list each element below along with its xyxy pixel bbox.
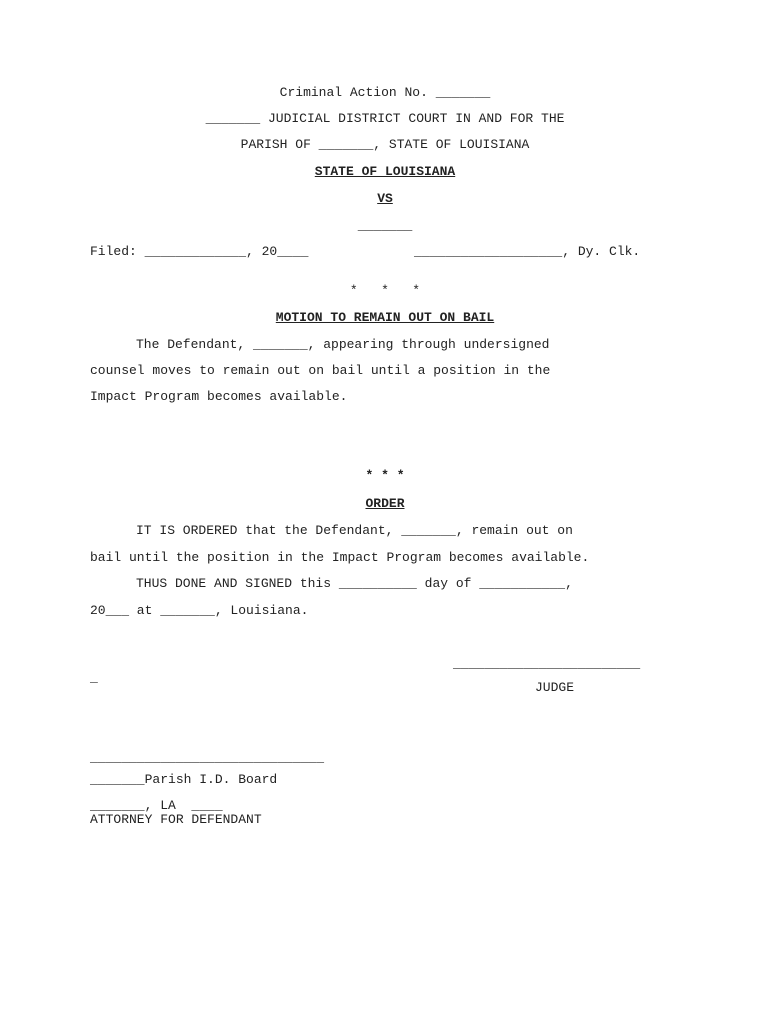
attorney-signature-line: ______________________________ [90,750,325,765]
plaintiff-name: STATE OF LOUISIANA [314,164,456,179]
motion-title: MOTION TO REMAIN OUT ON BAIL [275,310,495,325]
deputy-clerk-line: ___________________, Dy. Clk. [414,244,641,259]
attorney-city-state-line: _______, LA ____ [90,798,223,813]
order-paragraph-line-2: bail until the position in the Impact Program becomes available. [90,550,590,565]
separator-stars-top: * * * [349,283,421,298]
separator-stars-middle: * * * [365,468,405,483]
stray-underscore-mark: _ [90,670,98,685]
signed-location-line: 20___ at _______, Louisiana. [90,603,309,618]
motion-paragraph-line-3: Impact Program becomes available. [90,389,348,404]
motion-paragraph-line-2: counsel moves to remain out on bail until a position in the [90,363,551,378]
court-heading: _______ JUDICIAL DISTRICT COURT IN AND FOR THE [205,111,565,126]
versus-label: VS [377,191,393,206]
order-paragraph-line-1: IT IS ORDERED that the Defendant, _______, remain out on [136,523,573,538]
parish-heading: PARISH OF _______, STATE OF LOUISIANA [240,137,530,152]
attorney-for-defendant-label: ATTORNEY FOR DEFENDANT [90,812,262,827]
judge-label: JUDGE [535,680,575,695]
attorney-parish-board-line: _______Parish I.D. Board [90,772,278,787]
criminal-action-number: Criminal Action No. _______ [279,85,491,100]
order-title: ORDER [365,496,405,511]
filed-date-line: Filed: _____________, 20____ [90,244,309,259]
defendant-blank: _______ [357,218,413,233]
motion-paragraph-line-1: The Defendant, _______, appearing through undersigned [136,337,550,352]
signed-date-line: THUS DONE AND SIGNED this __________ day of ___________, [136,576,573,591]
judge-signature-line: ________________________ [453,656,641,671]
